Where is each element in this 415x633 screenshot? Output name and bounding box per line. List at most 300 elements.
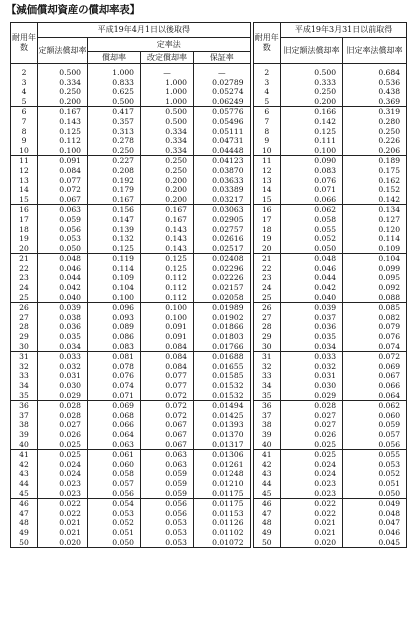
- table-row: [11, 68, 407, 78]
- old-straight-line-cell: 0.052: [281, 234, 343, 244]
- useful-life-cell-right: 45: [252, 489, 281, 499]
- useful-life-cell-right: 49: [252, 528, 281, 538]
- depreciation-rate-cell: 0.083: [88, 342, 141, 352]
- straight-line-rate-cell: 0.031: [38, 371, 88, 381]
- old-straight-line-cell: 0.024: [281, 469, 343, 479]
- depreciation-rate-cell: 0.104: [88, 283, 141, 293]
- depreciation-rate-cell: 0.192: [88, 176, 141, 186]
- revised-rate-cell: 0.072: [141, 411, 194, 421]
- guarantee-rate-cell: 0.02757: [194, 225, 252, 235]
- table-row: [11, 185, 407, 195]
- useful-life-cell-right: 35: [252, 391, 281, 401]
- revised-rate-cell: 0.063: [141, 450, 194, 460]
- depreciation-rate-cell: 0.278: [88, 136, 141, 146]
- useful-life-cell-right: 17: [252, 215, 281, 225]
- declining-balance-header: 定率法: [88, 38, 252, 52]
- depreciation-rate-cell: 0.250: [88, 146, 141, 156]
- revised-rate-cell: 0.072: [141, 401, 194, 411]
- old-straight-line-cell: 0.025: [281, 450, 343, 460]
- guarantee-rate-cell: 0.01261: [194, 460, 252, 470]
- old-declining-cell: 0.099: [343, 264, 407, 274]
- guarantee-rate-cell: 0.02058: [194, 293, 252, 303]
- revised-rate-cell: 0.167: [141, 215, 194, 225]
- table-row: [11, 215, 407, 225]
- table-row: [11, 195, 407, 205]
- depreciation-rate-cell: 0.357: [88, 117, 141, 127]
- revised-rate-cell: 0.100: [141, 313, 194, 323]
- revised-rate-cell: —: [141, 68, 194, 78]
- revised-rate-cell: 0.250: [141, 166, 194, 176]
- revised-rate-cell: 0.067: [141, 420, 194, 430]
- guarantee-rate-cell: 0.01153: [194, 509, 252, 519]
- guarantee-rate-cell: 0.02157: [194, 283, 252, 293]
- straight-line-rate-cell: 0.036: [38, 322, 88, 332]
- old-straight-line-cell: 0.044: [281, 273, 343, 283]
- table-row: [11, 313, 407, 323]
- old-declining-cell: 0.684: [343, 68, 407, 78]
- depreciation-rate-cell: 0.119: [88, 254, 141, 264]
- straight-line-rate-cell: 0.026: [38, 430, 88, 440]
- old-declining-cell: 0.056: [343, 440, 407, 450]
- straight-line-rate-cell: 0.334: [38, 78, 88, 88]
- guarantee-rate-cell: 0.04123: [194, 156, 252, 166]
- straight-line-rate-cell: 0.028: [38, 401, 88, 411]
- useful-life-cell-right: 8: [252, 127, 281, 137]
- useful-life-cell: 35: [11, 391, 38, 401]
- guarantee-rate-cell: 0.03217: [194, 195, 252, 205]
- depreciation-rate-cell: 0.063: [88, 440, 141, 450]
- table-row: [11, 411, 407, 421]
- revised-rate-cell: 0.143: [141, 225, 194, 235]
- table-row: [11, 401, 407, 411]
- guarantee-rate-cell: 0.01688: [194, 352, 252, 362]
- useful-life-cell: 34: [11, 381, 38, 391]
- guarantee-rate-cell: 0.01370: [194, 430, 252, 440]
- revised-rate-header: 改定償却率: [141, 52, 194, 64]
- revised-rate-cell: 0.056: [141, 499, 194, 509]
- guarantee-rate-cell: 0.05776: [194, 107, 252, 117]
- useful-life-cell: 23: [11, 273, 38, 283]
- old-straight-line-cell: 0.034: [281, 342, 343, 352]
- revised-rate-cell: 0.100: [141, 303, 194, 313]
- useful-life-cell-right: 3: [252, 78, 281, 88]
- straight-line-rate-cell: 0.030: [38, 381, 88, 391]
- useful-life-cell: 50: [11, 538, 38, 548]
- old-declining-cell: 0.189: [343, 156, 407, 166]
- table-row: [11, 293, 407, 303]
- guarantee-rate-cell: 0.01248: [194, 469, 252, 479]
- straight-line-rate-cell: 0.025: [38, 450, 88, 460]
- depreciation-rate-cell: 0.081: [88, 352, 141, 362]
- old-straight-line-cell: 0.166: [281, 107, 343, 117]
- straight-line-rate-cell: 0.021: [38, 518, 88, 528]
- revised-rate-cell: 0.077: [141, 381, 194, 391]
- old-declining-cell: 0.053: [343, 460, 407, 470]
- revised-rate-cell: 0.334: [141, 136, 194, 146]
- table-row: [11, 391, 407, 401]
- old-straight-line-cell: 0.030: [281, 381, 343, 391]
- useful-life-cell: 46: [11, 499, 38, 509]
- useful-life-cell-right: 21: [252, 254, 281, 264]
- straight-line-rate-cell: 0.091: [38, 156, 88, 166]
- old-straight-line-cell: 0.035: [281, 332, 343, 342]
- depreciation-rate-cell: 0.139: [88, 225, 141, 235]
- useful-life-cell-right: 50: [252, 538, 281, 548]
- table-row: [11, 156, 407, 166]
- old-straight-line-header: 旧定額法償却率: [281, 38, 343, 64]
- table-row: [11, 440, 407, 450]
- useful-life-cell-right: 46: [252, 499, 281, 509]
- useful-life-cell-right: 18: [252, 225, 281, 235]
- straight-line-rate-cell: 0.077: [38, 176, 88, 186]
- old-declining-cell: 0.051: [343, 479, 407, 489]
- useful-life-cell-right: 47: [252, 509, 281, 519]
- revised-rate-cell: 0.334: [141, 127, 194, 137]
- straight-line-rate-header: 定額法償却率: [38, 38, 88, 64]
- depreciation-rate-cell: 0.050: [88, 538, 141, 548]
- revised-rate-cell: 0.053: [141, 518, 194, 528]
- old-declining-cell: 0.072: [343, 352, 407, 362]
- table-body: [11, 68, 407, 548]
- old-straight-line-cell: 0.021: [281, 518, 343, 528]
- old-straight-line-cell: 0.023: [281, 489, 343, 499]
- guarantee-rate-cell: 0.01532: [194, 391, 252, 401]
- old-declining-cell: 0.057: [343, 430, 407, 440]
- revised-rate-cell: 0.250: [141, 156, 194, 166]
- useful-life-cell: 24: [11, 283, 38, 293]
- table-row: [11, 342, 407, 352]
- depreciation-rate-cell: 0.069: [88, 401, 141, 411]
- post-2007-section-header: 平成19年4月1日以後取得: [38, 23, 252, 38]
- depreciation-rate-cell: 0.156: [88, 205, 141, 215]
- revised-rate-cell: 0.500: [141, 117, 194, 127]
- old-straight-line-cell: 0.071: [281, 185, 343, 195]
- useful-life-cell-right: 24: [252, 283, 281, 293]
- revised-rate-cell: 0.063: [141, 460, 194, 470]
- useful-life-cell-right: 43: [252, 469, 281, 479]
- depreciation-rate-cell: 0.064: [88, 430, 141, 440]
- useful-life-cell-right: 2: [252, 68, 281, 78]
- useful-life-cell-right: 28: [252, 322, 281, 332]
- revised-rate-cell: 0.091: [141, 332, 194, 342]
- table-row: [11, 146, 407, 156]
- guarantee-rate-cell: 0.01425: [194, 411, 252, 421]
- straight-line-rate-cell: 0.022: [38, 509, 88, 519]
- table-row: [11, 176, 407, 186]
- depreciation-rate-cell: 0.208: [88, 166, 141, 176]
- straight-line-rate-cell: 0.039: [38, 303, 88, 313]
- old-declining-cell: 0.064: [343, 391, 407, 401]
- useful-life-cell: 40: [11, 440, 38, 450]
- old-straight-line-cell: 0.066: [281, 195, 343, 205]
- straight-line-rate-cell: 0.028: [38, 411, 88, 421]
- straight-line-rate-cell: 0.167: [38, 107, 88, 117]
- old-declining-cell: 0.369: [343, 97, 407, 107]
- old-declining-cell: 0.062: [343, 401, 407, 411]
- depreciation-rate-cell: 1.000: [88, 68, 141, 78]
- useful-life-cell-right: 12: [252, 166, 281, 176]
- straight-line-rate-cell: 0.072: [38, 185, 88, 195]
- old-declining-cell: 0.079: [343, 322, 407, 332]
- guarantee-rate-cell: 0.01585: [194, 371, 252, 381]
- table-row: [11, 479, 407, 489]
- guarantee-rate-cell: 0.01210: [194, 479, 252, 489]
- guarantee-rate-cell: 0.01317: [194, 440, 252, 450]
- revised-rate-cell: 0.059: [141, 489, 194, 499]
- old-straight-line-cell: 0.050: [281, 244, 343, 254]
- table-row: [11, 107, 407, 117]
- old-declining-cell: 0.206: [343, 146, 407, 156]
- useful-life-cell-right: 14: [252, 185, 281, 195]
- useful-life-cell-right: 6: [252, 107, 281, 117]
- table-row: [11, 499, 407, 509]
- useful-life-cell: 2: [11, 68, 38, 78]
- old-declining-cell: 0.059: [343, 420, 407, 430]
- old-declining-cell: 0.250: [343, 127, 407, 137]
- old-straight-line-cell: 0.033: [281, 352, 343, 362]
- depreciation-rate-cell: 0.417: [88, 107, 141, 117]
- useful-life-cell: 29: [11, 332, 38, 342]
- useful-life-cell-right: 9: [252, 136, 281, 146]
- old-declining-cell: 0.104: [343, 254, 407, 264]
- old-declining-cell: 0.076: [343, 332, 407, 342]
- useful-life-cell: 15: [11, 195, 38, 205]
- old-straight-line-cell: 0.055: [281, 225, 343, 235]
- old-declining-cell: 0.142: [343, 195, 407, 205]
- useful-life-cell: 47: [11, 509, 38, 519]
- useful-life-cell: 26: [11, 303, 38, 313]
- depreciation-rate-cell: 0.147: [88, 215, 141, 225]
- useful-life-cell: 3: [11, 78, 38, 88]
- useful-life-cell-right: 25: [252, 293, 281, 303]
- depreciation-rate-cell: 0.625: [88, 87, 141, 97]
- revised-rate-cell: 0.067: [141, 430, 194, 440]
- guarantee-rate-cell: 0.01532: [194, 381, 252, 391]
- revised-rate-cell: 0.143: [141, 244, 194, 254]
- table-row: [11, 489, 407, 499]
- useful-life-cell: 22: [11, 264, 38, 274]
- depreciation-rate-table: [10, 22, 407, 548]
- depreciation-rate-cell: 0.053: [88, 509, 141, 519]
- useful-life-cell-right: 7: [252, 117, 281, 127]
- old-straight-line-cell: 0.037: [281, 313, 343, 323]
- revised-rate-cell: 1.000: [141, 97, 194, 107]
- old-declining-cell: 0.060: [343, 411, 407, 421]
- guarantee-rate-cell: 0.01393: [194, 420, 252, 430]
- guarantee-rate-cell: 0.01766: [194, 342, 252, 352]
- straight-line-rate-cell: 0.042: [38, 283, 88, 293]
- old-declining-header: 旧定率法償却率: [343, 38, 407, 64]
- useful-life-cell-right: 41: [252, 450, 281, 460]
- guarantee-rate-cell: 0.05111: [194, 127, 252, 137]
- old-straight-line-cell: 0.042: [281, 283, 343, 293]
- guarantee-rate-cell: 0.04448: [194, 146, 252, 156]
- old-declining-cell: 0.120: [343, 225, 407, 235]
- revised-rate-cell: 0.112: [141, 283, 194, 293]
- old-straight-line-cell: 0.022: [281, 499, 343, 509]
- old-straight-line-cell: 0.142: [281, 117, 343, 127]
- straight-line-rate-cell: 0.024: [38, 469, 88, 479]
- straight-line-rate-cell: 0.067: [38, 195, 88, 205]
- useful-life-cell: 7: [11, 117, 38, 127]
- guarantee-rate-cell: 0.05274: [194, 87, 252, 97]
- useful-life-cell-right: 10: [252, 146, 281, 156]
- straight-line-rate-cell: 0.021: [38, 528, 88, 538]
- old-declining-cell: 0.536: [343, 78, 407, 88]
- revised-rate-cell: 0.500: [141, 107, 194, 117]
- old-declining-cell: 0.066: [343, 381, 407, 391]
- table-row: [11, 78, 407, 88]
- old-declining-cell: 0.162: [343, 176, 407, 186]
- useful-life-cell: 49: [11, 528, 38, 538]
- guarantee-rate-cell: 0.05496: [194, 117, 252, 127]
- old-straight-line-cell: 0.076: [281, 176, 343, 186]
- straight-line-rate-cell: 0.050: [38, 244, 88, 254]
- old-straight-line-cell: 0.036: [281, 322, 343, 332]
- guarantee-rate-cell: —: [194, 68, 252, 78]
- revised-rate-cell: 0.200: [141, 185, 194, 195]
- revised-rate-cell: 0.334: [141, 146, 194, 156]
- revised-rate-cell: 0.143: [141, 234, 194, 244]
- table-row: [11, 254, 407, 264]
- revised-rate-cell: 0.059: [141, 479, 194, 489]
- old-straight-line-cell: 0.500: [281, 68, 343, 78]
- table-row: [11, 244, 407, 254]
- table-row: [11, 420, 407, 430]
- old-declining-cell: 0.046: [343, 528, 407, 538]
- useful-life-header: 耐用年数: [11, 23, 38, 64]
- old-declining-cell: 0.067: [343, 371, 407, 381]
- old-straight-line-cell: 0.031: [281, 371, 343, 381]
- guarantee-rate-cell: 0.01126: [194, 518, 252, 528]
- useful-life-cell: 44: [11, 479, 38, 489]
- table-row: [11, 518, 407, 528]
- table-row: [11, 205, 407, 215]
- old-straight-line-cell: 0.021: [281, 528, 343, 538]
- old-straight-line-cell: 0.125: [281, 127, 343, 137]
- table-row: [11, 332, 407, 342]
- straight-line-rate-cell: 0.059: [38, 215, 88, 225]
- useful-life-cell: 9: [11, 136, 38, 146]
- table-row: [11, 450, 407, 460]
- straight-line-rate-cell: 0.023: [38, 489, 88, 499]
- old-declining-cell: 0.052: [343, 469, 407, 479]
- old-declining-cell: 0.438: [343, 87, 407, 97]
- useful-life-cell: 4: [11, 87, 38, 97]
- guarantee-rate-cell: 0.03389: [194, 185, 252, 195]
- useful-life-cell-right: 34: [252, 381, 281, 391]
- revised-rate-cell: 0.084: [141, 352, 194, 362]
- old-declining-cell: 0.069: [343, 362, 407, 372]
- old-straight-line-cell: 0.023: [281, 479, 343, 489]
- useful-life-cell-right: 36: [252, 401, 281, 411]
- revised-rate-cell: 0.167: [141, 205, 194, 215]
- useful-life-cell-right: 13: [252, 176, 281, 186]
- revised-rate-cell: 0.112: [141, 293, 194, 303]
- useful-life-cell: 5: [11, 97, 38, 107]
- table-row: [11, 97, 407, 107]
- table-row: [11, 469, 407, 479]
- old-declining-cell: 0.049: [343, 499, 407, 509]
- depreciation-rate-cell: 0.833: [88, 78, 141, 88]
- depreciation-rate-cell: 0.313: [88, 127, 141, 137]
- useful-life-cell-right: 4: [252, 87, 281, 97]
- guarantee-rate-cell: 0.02517: [194, 244, 252, 254]
- useful-life-cell: 42: [11, 460, 38, 470]
- depreciation-rate-cell: 0.086: [88, 332, 141, 342]
- useful-life-cell: 12: [11, 166, 38, 176]
- old-straight-line-cell: 0.250: [281, 87, 343, 97]
- useful-life-cell-right: 30: [252, 342, 281, 352]
- guarantee-rate-cell: 0.01102: [194, 528, 252, 538]
- depreciation-rate-cell: 0.179: [88, 185, 141, 195]
- revised-rate-cell: 0.056: [141, 509, 194, 519]
- useful-life-cell-right: 38: [252, 420, 281, 430]
- table-row: [11, 283, 407, 293]
- old-straight-line-cell: 0.024: [281, 460, 343, 470]
- straight-line-rate-cell: 0.112: [38, 136, 88, 146]
- straight-line-rate-cell: 0.032: [38, 362, 88, 372]
- table-row: [11, 127, 407, 137]
- depreciation-rate-cell: 0.114: [88, 264, 141, 274]
- useful-life-cell: 21: [11, 254, 38, 264]
- depreciation-rate-cell: 0.061: [88, 450, 141, 460]
- old-declining-cell: 0.048: [343, 509, 407, 519]
- revised-rate-cell: 0.072: [141, 391, 194, 401]
- depreciation-rate-cell: 0.076: [88, 371, 141, 381]
- revised-rate-cell: 0.200: [141, 176, 194, 186]
- depreciation-rate-header: 償却率: [88, 52, 141, 64]
- table-row: [11, 136, 407, 146]
- useful-life-cell-right: 23: [252, 273, 281, 283]
- guarantee-rate-cell: 0.02296: [194, 264, 252, 274]
- depreciation-rate-cell: 0.068: [88, 411, 141, 421]
- straight-line-rate-cell: 0.063: [38, 205, 88, 215]
- table-row: [11, 303, 407, 313]
- useful-life-cell: 33: [11, 371, 38, 381]
- revised-rate-cell: 1.000: [141, 87, 194, 97]
- table-row: [11, 381, 407, 391]
- useful-life-cell: 28: [11, 322, 38, 332]
- useful-life-cell: 13: [11, 176, 38, 186]
- depreciation-rate-cell: 0.060: [88, 460, 141, 470]
- old-declining-cell: 0.226: [343, 136, 407, 146]
- useful-life-cell-right: 16: [252, 205, 281, 215]
- revised-rate-cell: 0.067: [141, 440, 194, 450]
- old-straight-line-cell: 0.100: [281, 146, 343, 156]
- straight-line-rate-cell: 0.053: [38, 234, 88, 244]
- straight-line-rate-cell: 0.024: [38, 460, 88, 470]
- old-declining-cell: 0.127: [343, 215, 407, 225]
- depreciation-rate-cell: 0.054: [88, 499, 141, 509]
- depreciation-rate-cell: 0.074: [88, 381, 141, 391]
- useful-life-cell: 38: [11, 420, 38, 430]
- table-row: [11, 538, 407, 548]
- table-row: [11, 225, 407, 235]
- old-declining-cell: 0.134: [343, 205, 407, 215]
- useful-life-cell-right: 20: [252, 244, 281, 254]
- old-straight-line-cell: 0.025: [281, 440, 343, 450]
- useful-life-cell-right: 37: [252, 411, 281, 421]
- useful-life-cell: 8: [11, 127, 38, 137]
- guarantee-rate-cell: 0.02905: [194, 215, 252, 225]
- old-declining-cell: 0.085: [343, 303, 407, 313]
- old-declining-cell: 0.319: [343, 107, 407, 117]
- pre-2007-section-header: 平成19年3月31日以前取得: [281, 23, 407, 38]
- guarantee-rate-cell: 0.01803: [194, 332, 252, 342]
- useful-life-cell: 25: [11, 293, 38, 303]
- old-straight-line-cell: 0.020: [281, 538, 343, 548]
